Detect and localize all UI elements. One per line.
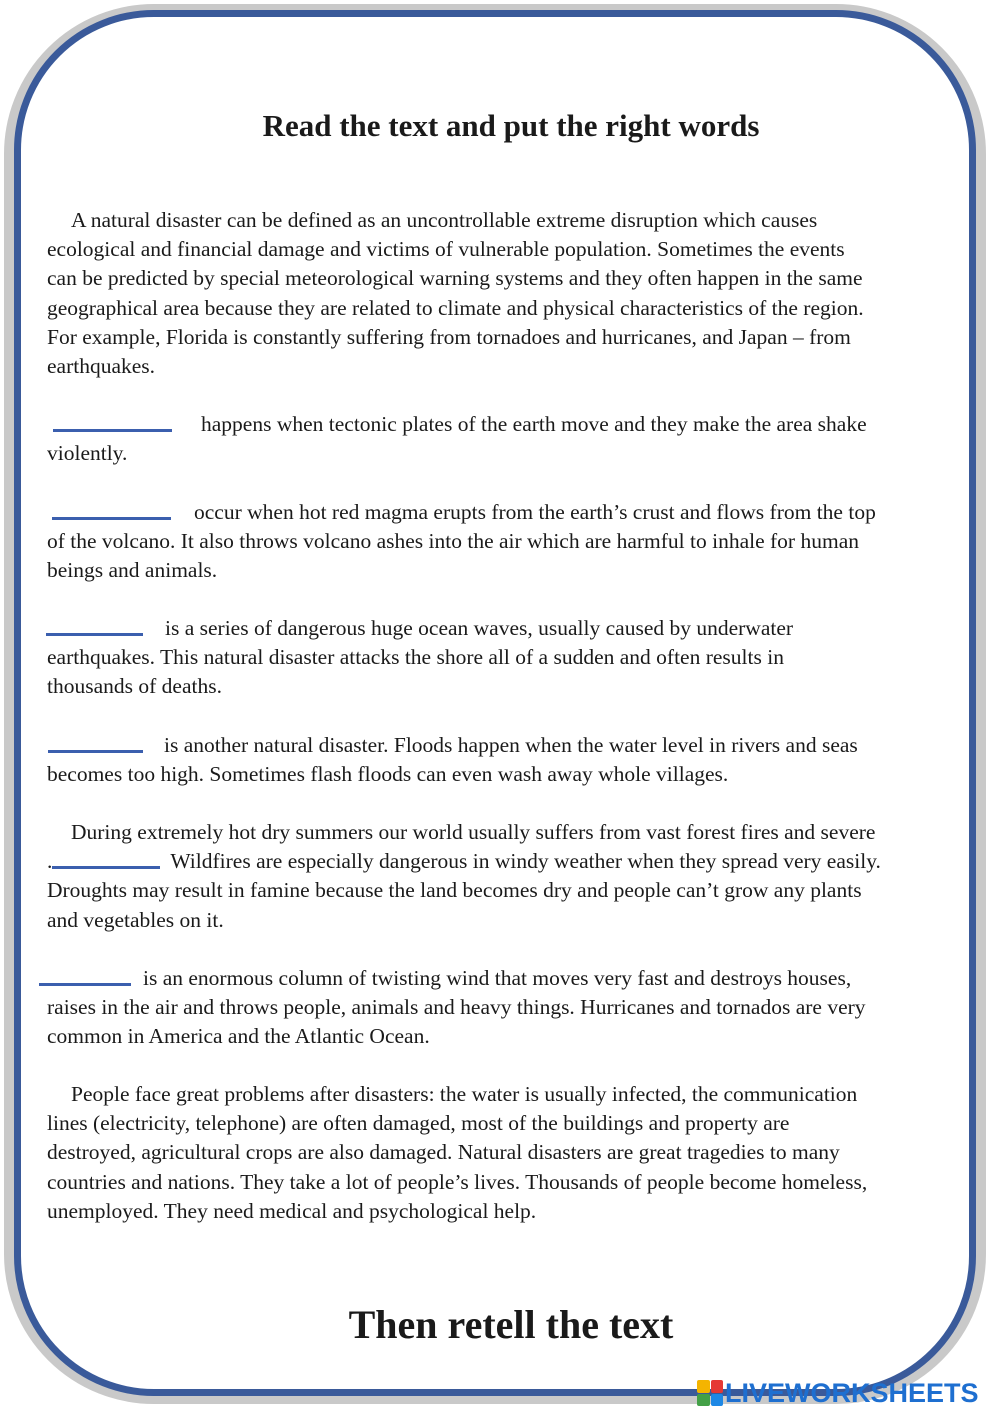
earthquake-text: happens when tectonic plates of the earth move and they make the area shake [201,412,867,436]
retell-heading: Then retell the text [348,1302,674,1347]
answer-blank-1[interactable] [53,429,172,432]
volcano-paragraph [47,498,957,586]
wildfire-text: Droughts may result in famine because the land becomes dry and people can’t grow any plants [47,878,862,903]
liveworksheets-logo-text: LIVEWORKSHEETS [725,1378,979,1408]
wildfire-text: During extremely hot dry summers our world usually suffers from vast forest fires and severe [71,820,876,844]
tornado-text: raises in the air and throws people, animals and heavy things. Hurricanes and tornados are very [47,995,866,1020]
tornado-text: common in America and the Atlantic Ocean. [47,1024,430,1049]
intro-line: A natural disaster can be defined as an uncontrollable extreme disruption which causes [71,208,818,232]
tsunami-paragraph [47,614,957,702]
flood-text: is another natural disaster. Floods happen when the water level in rivers and seas [164,733,858,757]
liveworksheets-logo [697,1378,979,1408]
wildfire-text: Wildfires are especially dangerous in windy weather when they spread very easily. [170,849,881,874]
tsunami-text: is a series of dangerous huge ocean waves, usually caused by underwater [165,616,794,640]
aftermath-line: lines (electricity, telephone) are often damaged, most of the buildings and property are [47,1111,790,1136]
intro-line: can be predicted by special meteorological warning systems and they often happen in the same [47,266,863,291]
intro-line: ecological and financial damage and victims of vulnerable population. Sometimes the events [47,237,845,262]
aftermath-line: destroyed, agricultural crops are also damaged. Natural disasters are great tragedies to many [47,1140,840,1165]
aftermath-line: countries and nations. They take a lot of people’s lives. Thousands of people become homeless, [47,1169,868,1194]
tsunami-text: thousands of deaths. [47,674,222,699]
answer-blank-5[interactable] [52,866,160,869]
wildfire-paragraph [47,818,957,935]
earthquake-paragraph [47,410,957,468]
wildfire-prefix: . [47,849,53,874]
tornado-paragraph [47,964,957,1052]
intro-paragraph [47,206,957,381]
tsunami-text: earthquakes. This natural disaster attacks the shore all of a sudden and often results in [47,645,784,670]
intro-line: For example, Florida is constantly suffering from tornadoes and hurricanes, and Japan – from [47,324,851,349]
aftermath-paragraph [47,1080,957,1226]
intro-line: earthquakes. [47,354,156,379]
volcano-text: occur when hot red magma erupts from the earth’s crust and flows from the top [194,500,876,524]
flood-paragraph [47,731,957,789]
volcano-text: beings and animals. [47,558,218,583]
answer-blank-4[interactable] [48,750,143,753]
wildfire-text: and vegetables on it. [47,907,224,932]
earthquake-text: violently. [47,441,128,466]
tornado-text: is an enormous column of twisting wind that moves very fast and destroys houses, [143,966,852,990]
answer-blank-6[interactable] [39,983,131,986]
volcano-text: of the volcano. It also throws volcano ashes into the air which are harmful to inhale for human [47,529,859,554]
intro-line: geographical area because they are related to climate and physical characteristics of the region. [47,295,864,320]
liveworksheets-logo-icon [697,1380,723,1406]
answer-blank-2[interactable] [52,517,171,520]
flood-text: becomes too high. Sometimes flash floods can even wash away whole villages. [47,762,729,787]
aftermath-line: People face great problems after disasters: the water is usually infected, the communication [71,1082,858,1106]
aftermath-line: unemployed. They need medical and psychological help. [47,1198,537,1223]
worksheet-title: Read the text and put the right words [262,108,760,143]
answer-blank-3[interactable] [46,633,143,636]
